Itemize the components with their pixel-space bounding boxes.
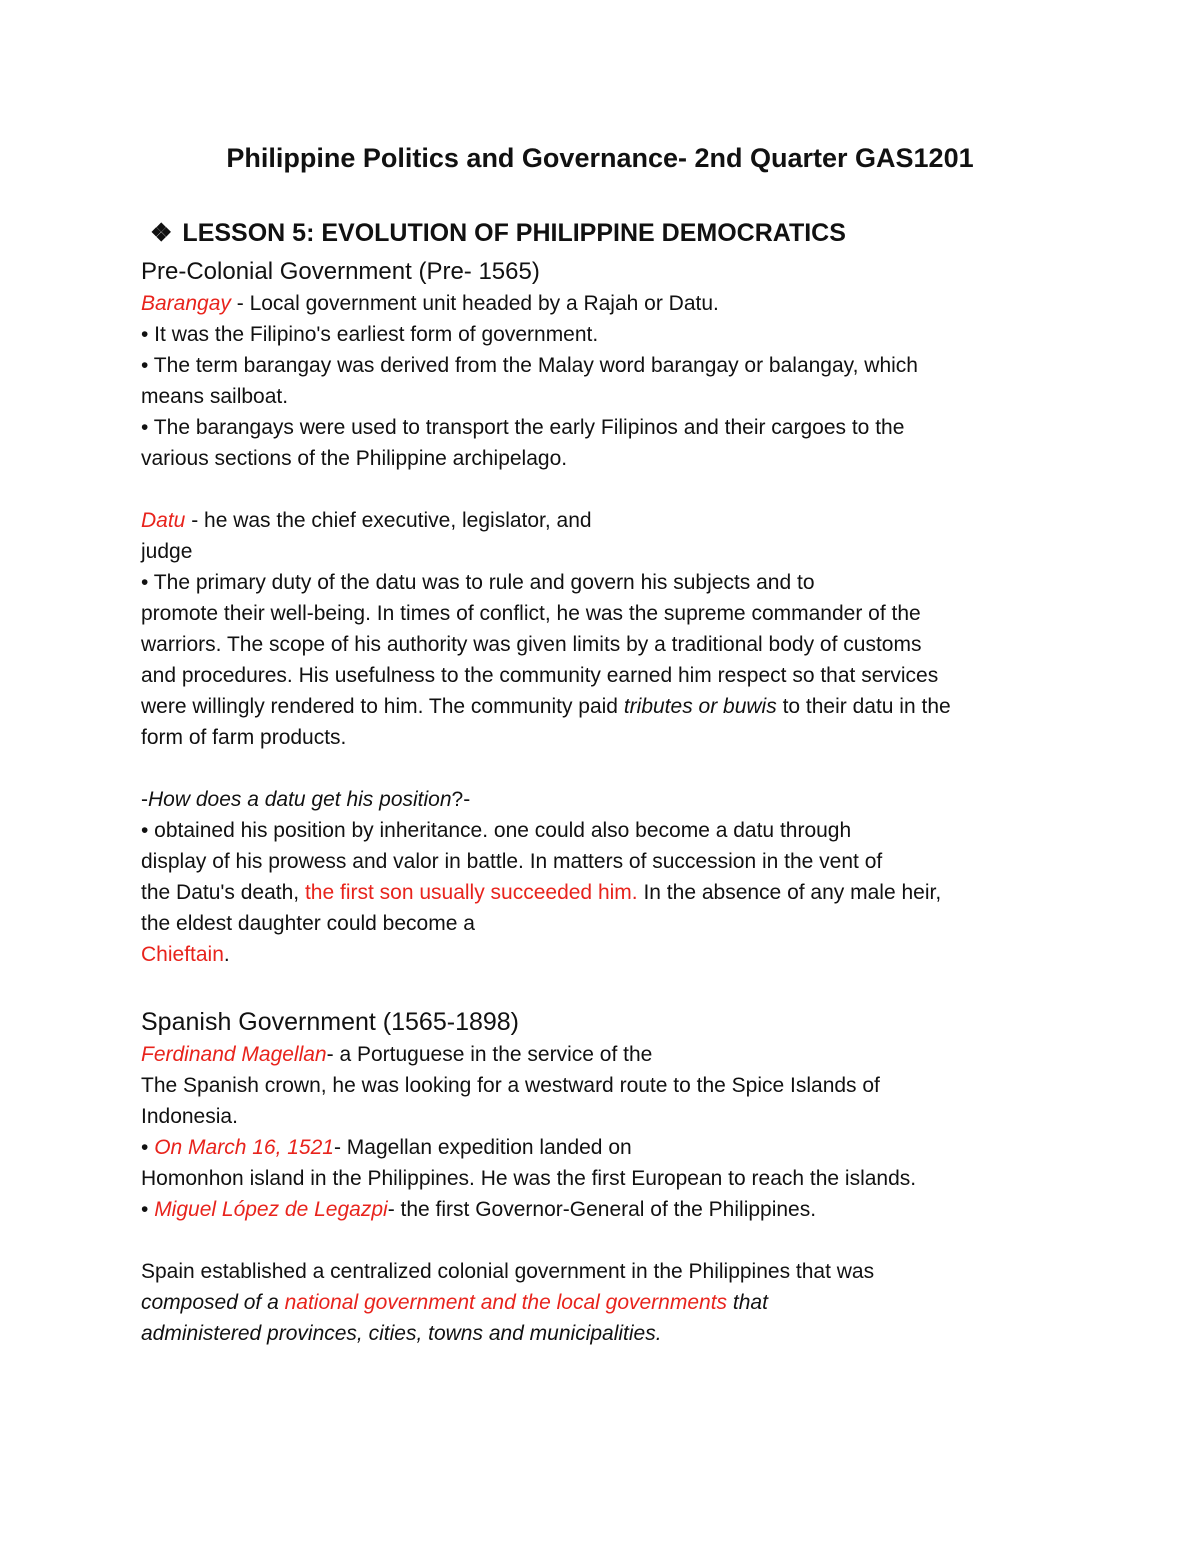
answer-line: Chieftain. [141,943,230,966]
datu-definition-cont: judge [141,540,193,563]
lesson-heading-text: LESSON 5: EVOLUTION OF PHILIPPINE DEMOCRATICS [182,219,846,247]
document-title: Philippine Politics and Governance- 2nd Quarter GAS1201 [226,143,974,173]
march-date-term: On March 16, 1521 [154,1136,334,1159]
datu-paragraph-line: and procedures. His usefulness to the community earned him respect so that services [141,664,939,687]
datu-term: Datu [141,509,186,532]
datu-paragraph-line: • The primary duty of the datu was to rule and govern his subjects and to [141,571,815,594]
section-heading-spanish: Spanish Government (1565-1898) [141,1008,520,1036]
spain-paragraph-line: Spain established a centralized colonial government in the Philippines that was [141,1260,875,1283]
march-bullet: • On March 16, 1521- Magellan expedition landed on [141,1136,632,1159]
answer-line: display of his prowess and valor in battle. In matters of succession in the vent of [141,850,883,873]
barangay-bullet-line: • The barangays were used to transport the early Filipinos and their cargoes to the [141,416,905,439]
legazpi-term: Miguel López de Legazpi [154,1198,388,1221]
datu-definition: Datu - he was the chief executive, legislator, and [141,509,592,532]
magellan-line: Indonesia. [141,1105,238,1128]
march-line: Homonhon island in the Philippines. He was the first European to reach the islands. [141,1167,917,1190]
barangay-bullet-line: • It was the Filipino's earliest form of government. [141,323,599,346]
datu-question: -How does a datu get his position?- [141,788,471,811]
datu-paragraph-line: promote their well-being. In times of conflict, he was the supreme commander of the [141,602,921,625]
answer-line: the Datu's death, the first son usually succeeded him. In the absence of any male heir, [141,881,942,904]
magellan-term: Ferdinand Magellan [141,1043,327,1066]
spain-paragraph-line: administered provinces, cities, towns and municipalities. [141,1322,662,1345]
magellan-line: The Spanish crown, he was looking for a westward route to the Spice Islands of [141,1074,880,1097]
barangay-definition: Barangay - Local government unit headed by a Rajah or Datu. [141,292,719,315]
legazpi-bullet: • Miguel López de Legazpi- the first Governor-General of the Philippines. [141,1198,817,1221]
lesson-heading [150,218,846,248]
national-local-highlight: national government and the local governments [284,1291,728,1314]
diamond-bullet-icon: ❖ [150,219,173,247]
tributes-term: tributes or buwis [623,695,777,718]
first-son-highlight: the first son usually succeeded him. [304,881,638,904]
barangay-bullet-line: • The term barangay was derived from the Malay word barangay or balangay, which [141,354,918,377]
datu-paragraph-line: were willingly rendered to him. The community paid tributes or buwis to their datu in the [141,695,951,718]
spain-paragraph-line: composed of a national government and the local governments that [141,1291,768,1314]
answer-line: • obtained his position by inheritance. one could also become a datu through [141,819,852,842]
barangay-bullet-line: various sections of the Philippine archipelago. [141,447,568,470]
document-body [141,256,1071,1349]
section-heading-precolonial: Pre-Colonial Government (Pre- 1565) [141,258,540,285]
barangay-term: Barangay [141,292,231,315]
datu-paragraph-line: form of farm products. [141,726,347,749]
datu-paragraph-line: warriors. The scope of his authority was given limits by a traditional body of customs [141,633,922,656]
answer-line: the eldest daughter could become a [141,912,475,935]
magellan-definition: Ferdinand Magellan- a Portuguese in the service of the [141,1043,653,1066]
barangay-bullet-line: means sailboat. [141,385,289,408]
chieftain-term: Chieftain [141,943,224,966]
